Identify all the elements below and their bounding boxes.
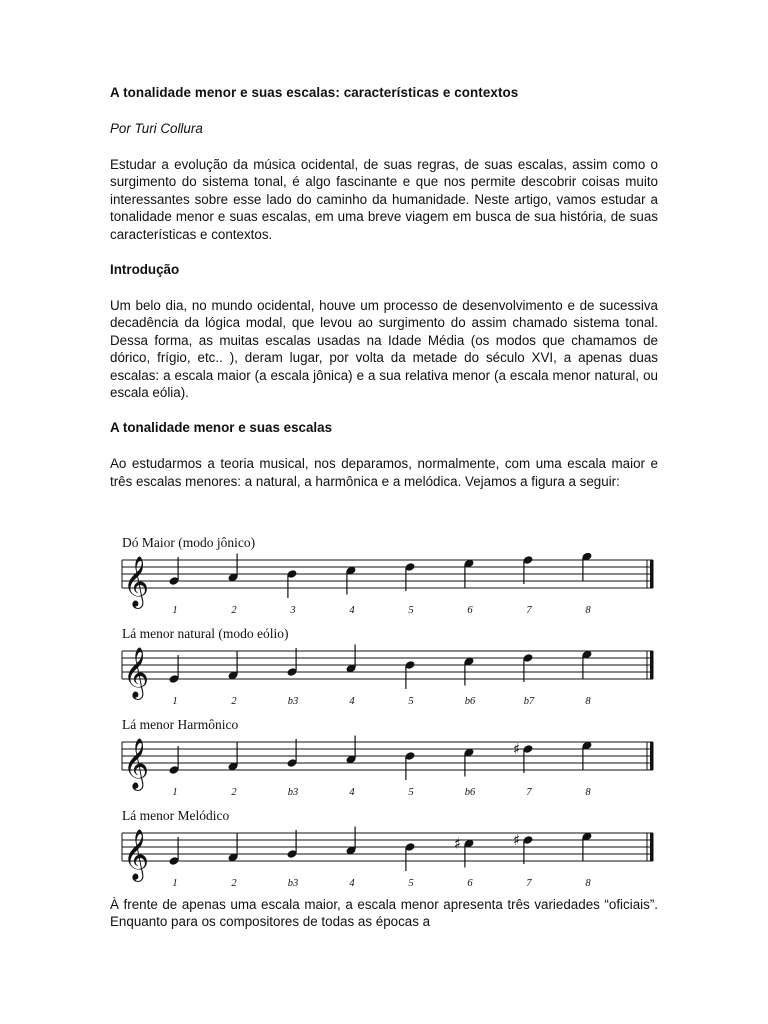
scale-degree-label: b3: [287, 878, 299, 889]
scale-degree-label: 8: [585, 787, 591, 798]
note: [463, 657, 476, 707]
scale-staff-1: [122, 535, 654, 616]
scales-figure: [118, 528, 660, 890]
note: [168, 746, 179, 798]
note: [168, 655, 179, 707]
scale-degree-label: 1: [172, 605, 178, 616]
note: [168, 837, 179, 889]
scale-degree-label: 5: [408, 605, 414, 616]
note: [168, 557, 179, 616]
scale-degree-label: b6: [464, 787, 476, 798]
note: [286, 739, 298, 798]
scale-degree-label: 6: [467, 605, 473, 616]
sharp-icon: ♯: [513, 831, 521, 849]
treble-clef-icon: 𝄞: [123, 556, 150, 607]
note: [345, 736, 356, 799]
scale-degree-label: b3: [287, 787, 299, 798]
scale-degree-label: 4: [349, 696, 355, 707]
sharp-icon: ♯: [454, 834, 462, 853]
treble-clef-icon: 𝄞: [123, 647, 150, 698]
scale-degree-label: b6: [464, 696, 476, 707]
note: [286, 648, 298, 707]
note: [286, 830, 298, 889]
closing-paragraph: À frente de apenas uma escala maior, a escala menor apresenta três variedades “oficiais”. Enquanto para os compositores de todas as épocas a: [110, 897, 658, 930]
treble-clef-icon: 𝄞: [123, 738, 150, 789]
note: [286, 569, 297, 616]
note: [581, 552, 592, 616]
treble-clef-icon: 𝄞: [123, 829, 150, 880]
scale-title: Lá menor Melódico: [122, 808, 230, 823]
scale-degree-label: 4: [349, 787, 355, 798]
article-author: Por Turi Collura: [110, 121, 203, 136]
scale-degree-label: 4: [349, 878, 355, 889]
note: [227, 554, 238, 617]
scale-degree-label: b7: [523, 696, 535, 707]
music-notation-figure: [118, 528, 660, 890]
scale-degree-label: 2: [231, 605, 237, 616]
barline-thick: [650, 742, 654, 770]
scale-title: Lá menor Harmônico: [122, 717, 239, 732]
scale-degree-label: 8: [585, 696, 591, 707]
scale-degree-label: 3: [290, 605, 296, 616]
scale-degree-label: 1: [172, 787, 178, 798]
scale-degree-label: 8: [585, 605, 591, 616]
scale-title: Dó Maior (modo jônico): [122, 535, 256, 550]
scale-degree-label: 6: [467, 878, 473, 889]
note: [522, 653, 535, 707]
barline-thick: [650, 651, 654, 679]
intro-paragraph: Estudar a evolução da música ocidental, de suas regras, de suas escalas, assim como o surgimento do sistema tonal, é algo fascinante e que nos permite descobrir coisas muito interessantes sobre esse lado do caminho da humanidade. Neste artigo, vamos estudar a tonalidade menor e suas escalas, em uma breve viagem em busca de sua história, de suas características e contextos.: [110, 157, 658, 242]
scale-degree-label: 1: [172, 696, 178, 707]
scale-degree-label: 2: [231, 696, 237, 707]
scale-degree-label: 2: [231, 787, 237, 798]
note: [345, 827, 356, 890]
scale-degree-label: 7: [526, 787, 532, 798]
tonalidade-menor-paragraph: Ao estudarmos a teoria musical, nos deparamos, normalmente, com uma escala maior e três escalas menores: a natural, a harmônica e a melódica. Vejamos a figura a seguir:: [110, 456, 658, 489]
scale-degree-label: 2: [231, 878, 237, 889]
scale-staff-3: [122, 717, 654, 798]
scale-staff-2: [122, 626, 654, 707]
note: [345, 645, 356, 708]
section-heading-introducao: Introdução: [110, 262, 180, 278]
scale-degree-label: 5: [408, 787, 414, 798]
scale-degree-label: 4: [349, 605, 355, 616]
article-title: A tonalidade menor e suas escalas: características e contextos: [110, 85, 519, 100]
article-body: [110, 84, 658, 490]
scale-degree-label: 7: [526, 605, 532, 616]
note: [463, 748, 476, 798]
note: [404, 842, 415, 889]
note: [454, 835, 475, 890]
note: [404, 660, 415, 707]
sharp-icon: ♯: [513, 740, 521, 758]
scale-staff-4: [122, 808, 654, 889]
scale-degree-label: 8: [585, 878, 591, 889]
note: [404, 751, 415, 798]
barline-thick: [650, 560, 654, 588]
scale-title: Lá menor natural (modo eólio): [122, 626, 289, 641]
scale-degree-label: b3: [287, 696, 299, 707]
scale-degree-label: 1: [172, 878, 178, 889]
scale-degree-label: 7: [526, 878, 532, 889]
note: [522, 555, 533, 616]
introducao-paragraph: Um belo dia, no mundo ocidental, houve um processo de desenvolvimento e de sucessiva decadência da lógica modal, que levou ao surgimento do assim chamado sistema tonal. Dessa forma, as muitas escalas usadas na Idade Média (os modos que chamamos de dórico, frígio, etc.. ), deram lugar, por volta da metade do século XVI, a apenas duas escalas: a escala maior (a escala jônica) e a sua relativa menor (a escala menor natural, ou escala eólia).: [110, 298, 658, 401]
section-heading-tonalidade-menor: A tonalidade menor e suas escalas: [110, 420, 333, 436]
scale-degree-label: 5: [408, 696, 414, 707]
note: [345, 566, 356, 616]
note: [404, 562, 415, 616]
scale-degree-label: 5: [408, 878, 414, 889]
closing-text: [110, 896, 658, 931]
barline-thick: [650, 833, 654, 861]
